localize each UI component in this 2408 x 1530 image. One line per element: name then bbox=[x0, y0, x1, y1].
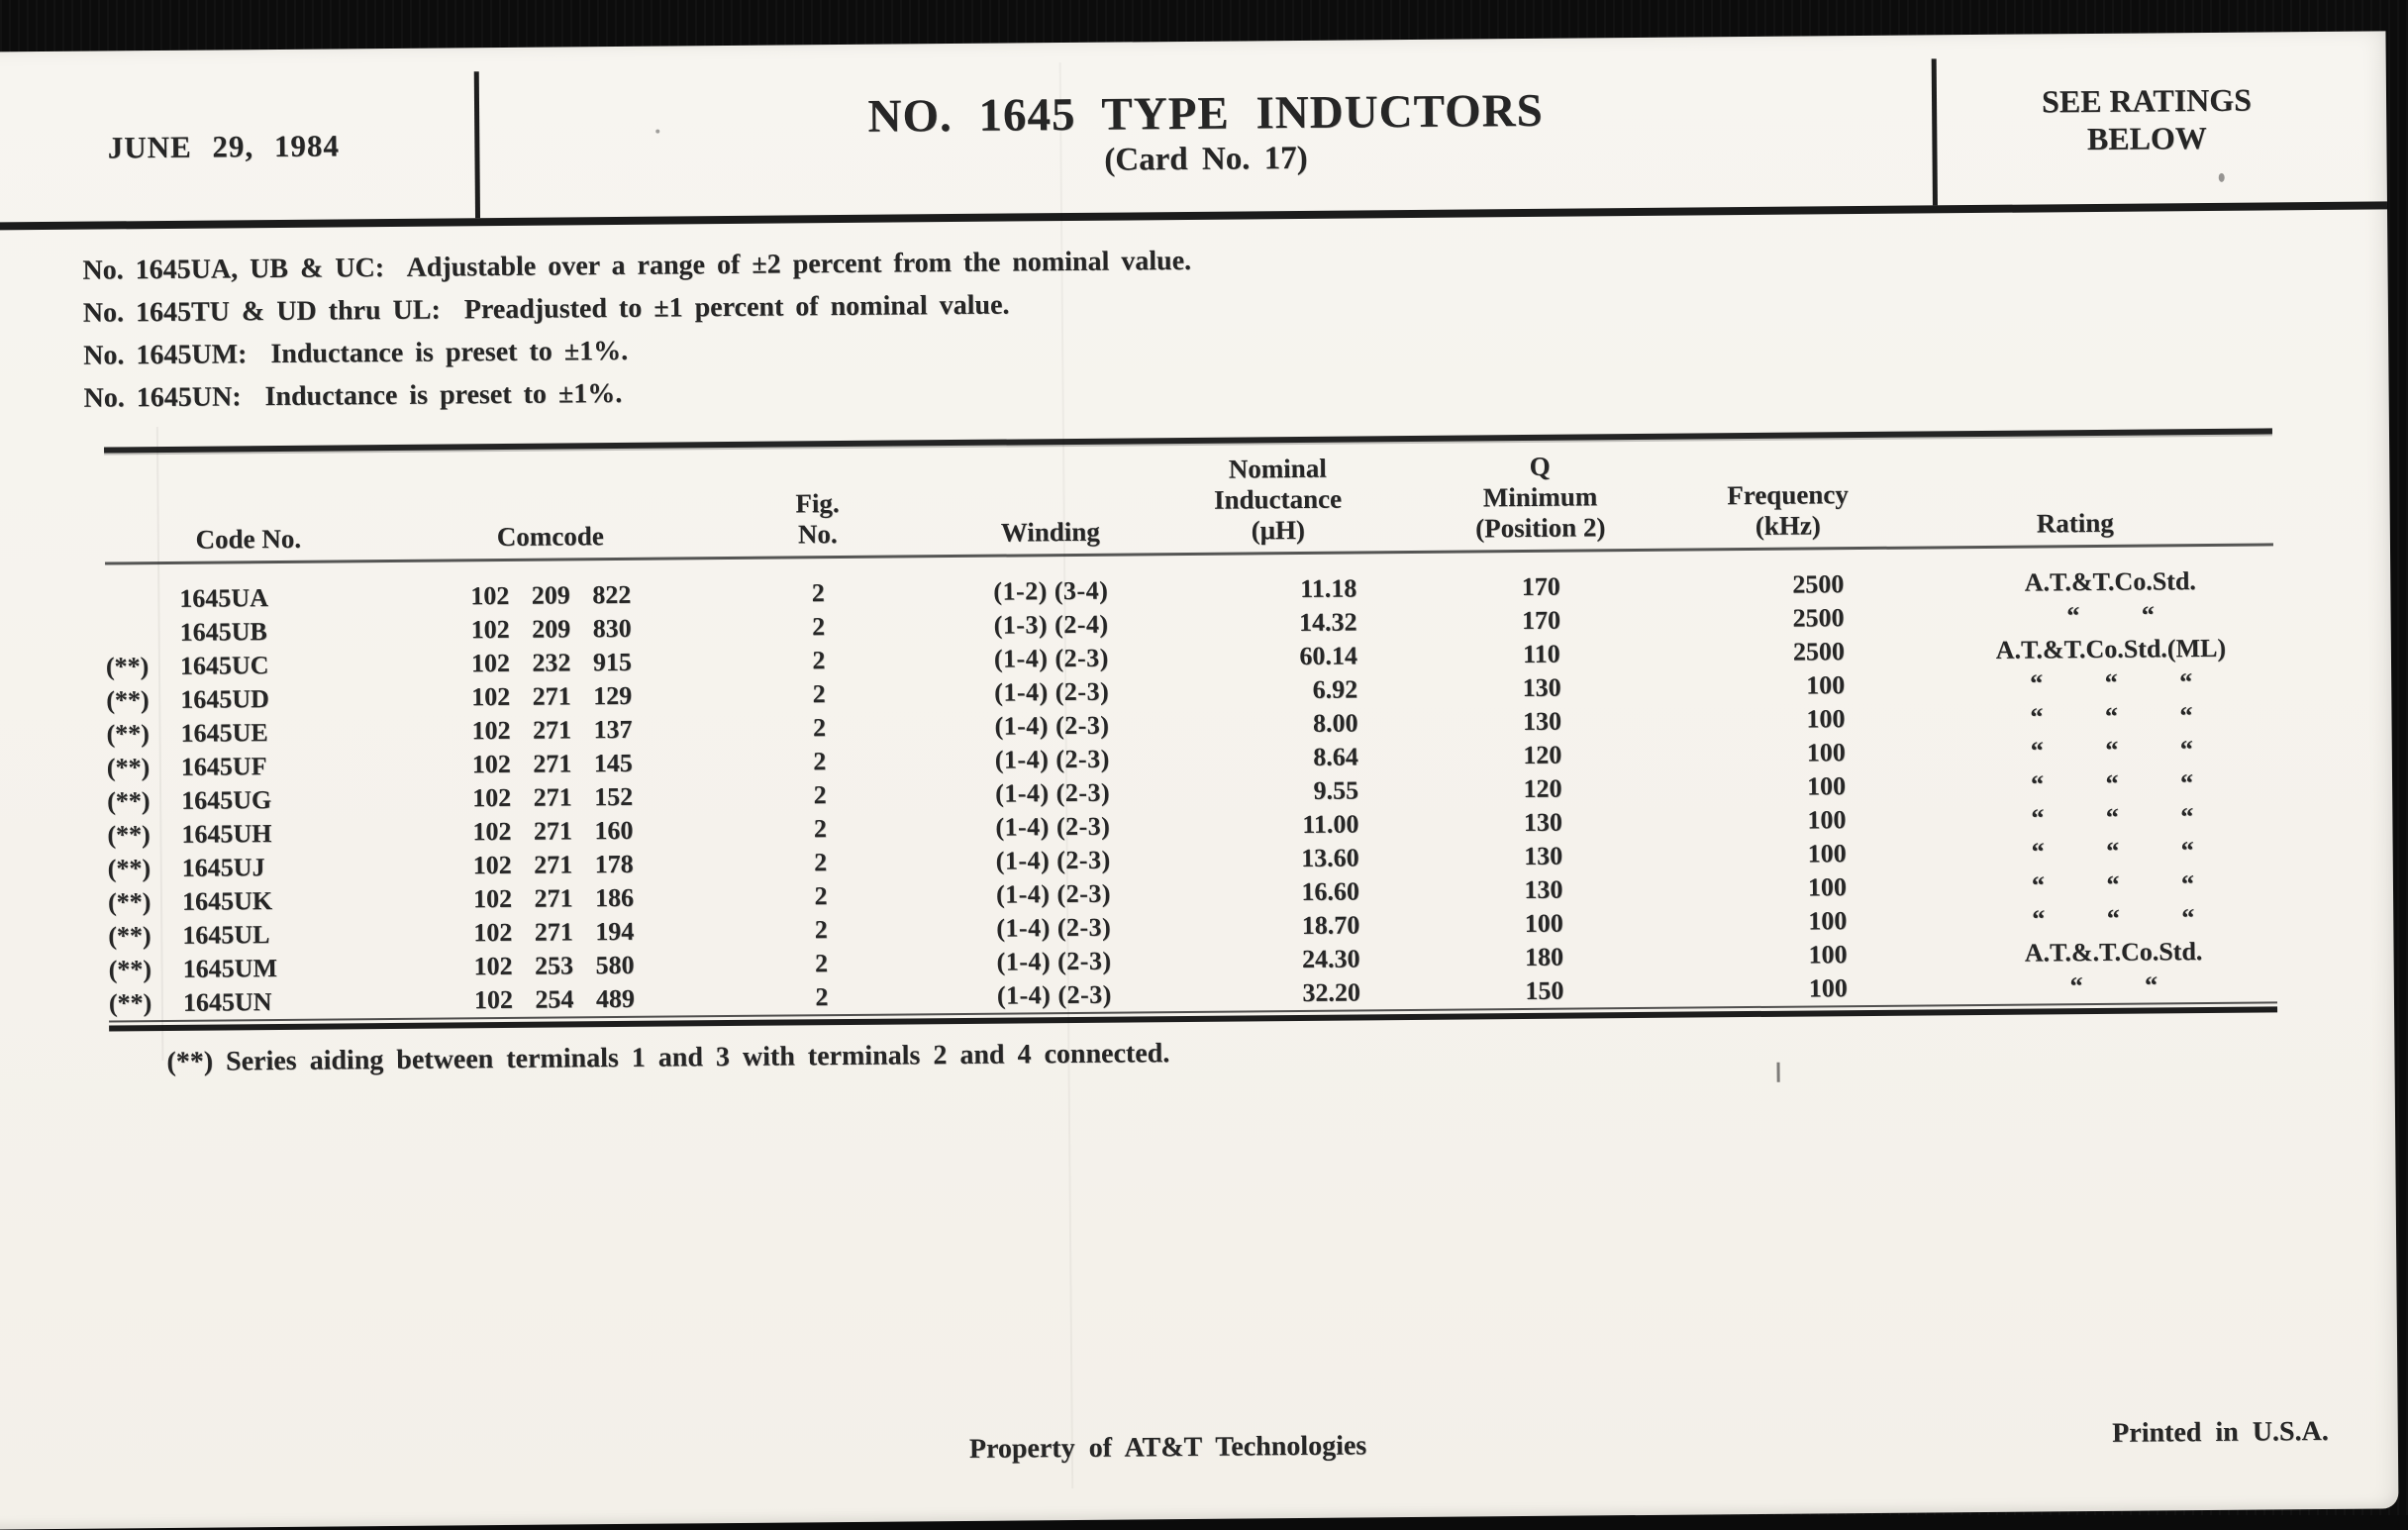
cell-winding: (1-4) (2-3) bbox=[929, 744, 1176, 775]
col-header-fig: Fig. No. bbox=[708, 487, 927, 557]
cell-winding: (1-3) (2-4) bbox=[928, 609, 1175, 641]
cell-frequency: 100 bbox=[1701, 805, 1879, 837]
cell-comcode: 102 271 145 bbox=[394, 748, 711, 780]
code-no-value: 1645UG bbox=[181, 785, 271, 816]
inductor-table bbox=[104, 428, 2277, 1078]
cell-inductance: 9.55 bbox=[1176, 775, 1384, 807]
cell-comcode: 102 254 489 bbox=[396, 983, 713, 1016]
cell-fig-no: 2 bbox=[711, 779, 929, 811]
col-header-frequency: Frequency (kHz) bbox=[1698, 479, 1877, 549]
note-line: No. 1645UN: Inductance is preset to ±1%. bbox=[83, 367, 1192, 420]
series-aiding-marker: (**) bbox=[108, 921, 182, 952]
cell-fig-no: 2 bbox=[712, 880, 930, 912]
code-no-value: 1645UD bbox=[180, 684, 269, 715]
cell-comcode: 102 271 152 bbox=[394, 781, 711, 814]
cell-q-minimum: 130 bbox=[1385, 840, 1702, 872]
cell-winding: (1-4) (2-3) bbox=[928, 676, 1175, 708]
cell-code-no bbox=[106, 717, 393, 750]
series-aiding-marker: (**) bbox=[108, 955, 182, 985]
property-notice: Property of AT&T Technologies bbox=[969, 1430, 1367, 1466]
masthead bbox=[0, 54, 2387, 222]
col-header-q-minimum: Q Minimum (Position 2) bbox=[1381, 450, 1699, 551]
cell-code-no bbox=[107, 784, 394, 817]
cell-fig-no: 2 bbox=[711, 746, 929, 777]
cell-winding: (1-4) (2-3) bbox=[929, 777, 1176, 809]
cell-inductance: 16.60 bbox=[1177, 876, 1385, 908]
scan-speck bbox=[1777, 1063, 1780, 1082]
cell-q-minimum: 120 bbox=[1384, 739, 1701, 771]
cell-winding: (1-4) (2-3) bbox=[930, 878, 1177, 910]
series-aiding-marker: (**) bbox=[107, 753, 181, 783]
col-header-rating: Rating bbox=[1877, 506, 2273, 546]
printed-in-notice: Printed in U.S.A. bbox=[2112, 1416, 2329, 1450]
cell-winding: (1-4) (2-3) bbox=[929, 811, 1176, 843]
cell-q-minimum: 130 bbox=[1383, 705, 1700, 738]
note-line: No. 1645UA, UB & UC: Adjustable over a range of ±2 percent from the nominal value. bbox=[82, 240, 1191, 292]
cell-q-minimum: 170 bbox=[1382, 570, 1699, 603]
cell-comcode: 102 253 580 bbox=[395, 950, 712, 982]
note-line: No. 1645TU & UD thru UL: Preadjusted to ±1 percent of nominal value. bbox=[83, 282, 1192, 335]
issue-date: JUNE 29, 1984 bbox=[108, 128, 341, 165]
cell-rating: “ “ “ bbox=[1879, 767, 2275, 800]
series-aiding-marker: (**) bbox=[107, 786, 181, 817]
cell-code-no bbox=[105, 582, 392, 615]
cell-winding: (1-4) (2-3) bbox=[931, 979, 1178, 1011]
cell-rating: “ “ “ bbox=[1878, 700, 2274, 733]
cell-code-no bbox=[107, 818, 394, 851]
page-title: NO. 1645 TYPE INDUCTORS bbox=[867, 85, 1544, 143]
cell-fig-no: 2 bbox=[709, 577, 927, 609]
cell-frequency: 100 bbox=[1701, 771, 1879, 803]
cell-inductance: 6.92 bbox=[1175, 674, 1383, 706]
code-no-value: 1645UJ bbox=[182, 853, 265, 883]
code-no-value: 1645UK bbox=[182, 886, 272, 917]
masthead-date-cell bbox=[0, 71, 480, 222]
cell-code-no bbox=[109, 986, 396, 1019]
cell-inductance: 13.60 bbox=[1177, 843, 1385, 874]
document-page bbox=[0, 31, 2398, 1529]
cell-code-no bbox=[108, 885, 395, 918]
cell-comcode: 102 271 137 bbox=[393, 714, 710, 747]
cell-fig-no: 2 bbox=[712, 948, 930, 979]
cell-frequency: 2500 bbox=[1699, 569, 1877, 601]
card-number: (Card No. 17) bbox=[1104, 139, 1308, 180]
cell-q-minimum: 150 bbox=[1386, 974, 1703, 1007]
cell-inductance: 60.14 bbox=[1175, 641, 1383, 672]
cell-comcode: 102 209 830 bbox=[393, 613, 710, 646]
cell-q-minimum: 110 bbox=[1383, 638, 1700, 670]
cell-q-minimum: 100 bbox=[1385, 907, 1702, 940]
col-header-comcode: Comcode bbox=[392, 520, 709, 560]
cell-fig-no: 2 bbox=[713, 981, 931, 1013]
code-no-value: 1645UM bbox=[182, 954, 277, 984]
cell-code-no bbox=[106, 616, 393, 649]
cell-inductance: 8.00 bbox=[1175, 708, 1383, 740]
code-no-value: 1645UN bbox=[183, 987, 272, 1018]
cell-rating: “ “ “ bbox=[1880, 835, 2276, 867]
cell-frequency: 100 bbox=[1701, 738, 1879, 769]
cell-fig-no: 2 bbox=[712, 914, 930, 946]
cell-rating: “ “ bbox=[1877, 599, 2273, 632]
table-footnote: (**) Series aiding between terminals 1 and 3 with terminals 2 and 4 connected. bbox=[166, 1028, 2277, 1078]
cell-rating: A.T.&T.Co.Std.(ML) bbox=[1878, 633, 2274, 665]
cell-q-minimum: 130 bbox=[1383, 671, 1700, 704]
cell-fig-no: 2 bbox=[710, 645, 928, 676]
cell-frequency: 100 bbox=[1700, 670, 1878, 702]
cell-q-minimum: 130 bbox=[1384, 806, 1701, 839]
cell-rating: “ “ “ bbox=[1880, 902, 2276, 935]
cell-frequency: 100 bbox=[1702, 839, 1880, 870]
code-no-value: 1645UL bbox=[182, 920, 269, 951]
cell-comcode: 102 232 915 bbox=[393, 647, 710, 679]
cell-q-minimum: 180 bbox=[1385, 941, 1702, 973]
cell-fig-no: 2 bbox=[710, 712, 928, 744]
cell-fig-no: 2 bbox=[710, 611, 928, 643]
scan-speck bbox=[2219, 173, 2225, 182]
cell-comcode: 102 271 186 bbox=[395, 882, 712, 915]
cell-comcode: 102 271 178 bbox=[395, 849, 712, 881]
see-ratings-note-line2: BELOW bbox=[2087, 119, 2207, 157]
cell-code-no bbox=[107, 751, 394, 783]
cell-inductance: 11.18 bbox=[1174, 573, 1382, 605]
scan-speck bbox=[655, 130, 659, 134]
series-aiding-marker: (**) bbox=[106, 719, 180, 750]
cell-rating: “ “ bbox=[1881, 969, 2277, 1002]
cell-inductance: 32.20 bbox=[1178, 977, 1386, 1009]
cell-q-minimum: 170 bbox=[1382, 604, 1699, 637]
masthead-ratings-cell bbox=[1937, 54, 2387, 205]
cell-winding: (1-4) (2-3) bbox=[930, 845, 1177, 876]
cell-comcode: 102 271 194 bbox=[395, 916, 712, 949]
cell-q-minimum: 120 bbox=[1384, 772, 1701, 805]
cell-inductance: 24.30 bbox=[1177, 944, 1385, 975]
cell-comcode: 102 271 160 bbox=[394, 815, 711, 848]
cell-frequency: 2500 bbox=[1699, 603, 1877, 635]
code-no-value: 1645UA bbox=[179, 583, 268, 614]
cell-code-no bbox=[108, 852, 395, 884]
note-line: No. 1645UM: Inductance is preset to ±1%. bbox=[83, 325, 1192, 377]
cell-frequency: 100 bbox=[1703, 973, 1881, 1005]
cell-inductance: 14.32 bbox=[1174, 607, 1382, 639]
code-no-value: 1645UF bbox=[181, 752, 267, 782]
cell-code-no bbox=[108, 919, 395, 952]
cell-inductance: 11.00 bbox=[1176, 809, 1384, 841]
cell-comcode: 102 271 129 bbox=[393, 680, 710, 713]
cell-fig-no: 2 bbox=[710, 678, 928, 710]
code-no-value: 1645UB bbox=[180, 617, 267, 648]
cell-winding: (1-2) (3-4) bbox=[927, 575, 1174, 607]
table-header-row bbox=[104, 434, 2273, 561]
table-body bbox=[105, 563, 2277, 1020]
col-header-winding: Winding bbox=[927, 516, 1174, 555]
series-aiding-marker: (**) bbox=[108, 887, 182, 918]
col-header-code: Code No. bbox=[105, 523, 392, 562]
cell-winding: (1-4) (2-3) bbox=[928, 710, 1175, 742]
cell-code-no bbox=[106, 650, 393, 682]
code-no-value: 1645UH bbox=[181, 819, 271, 850]
series-aiding-marker: (**) bbox=[106, 685, 180, 716]
cell-rating: “ “ “ bbox=[1878, 666, 2274, 699]
cell-winding: (1-4) (2-3) bbox=[930, 912, 1177, 944]
series-aiding-marker: (**) bbox=[109, 988, 183, 1019]
cell-frequency: 2500 bbox=[1700, 637, 1878, 668]
cell-rating: A.T.&.T.Co.Std. bbox=[1880, 936, 2276, 969]
series-aiding-marker: (**) bbox=[106, 652, 180, 682]
product-notes bbox=[82, 240, 1192, 420]
masthead-title-cell bbox=[479, 58, 1938, 218]
cell-inductance: 18.70 bbox=[1177, 910, 1385, 942]
series-aiding-marker bbox=[106, 618, 180, 649]
cell-comcode: 102 209 822 bbox=[392, 579, 709, 612]
cell-inductance: 8.64 bbox=[1176, 742, 1384, 773]
cell-code-no bbox=[108, 953, 395, 985]
series-aiding-marker bbox=[105, 584, 179, 615]
code-no-value: 1645UE bbox=[180, 718, 267, 749]
cell-winding: (1-4) (2-3) bbox=[928, 643, 1175, 674]
cell-rating: A.T.&T.Co.Std. bbox=[1877, 565, 2273, 598]
cell-fig-no: 2 bbox=[711, 813, 929, 845]
cell-rating: “ “ “ bbox=[1879, 734, 2275, 766]
cell-code-no bbox=[106, 683, 393, 716]
cell-frequency: 100 bbox=[1702, 906, 1880, 938]
cell-rating: “ “ “ bbox=[1880, 868, 2276, 901]
code-no-value: 1645UC bbox=[180, 651, 269, 681]
cell-frequency: 100 bbox=[1702, 940, 1880, 971]
see-ratings-note-line1: SEE RATINGS bbox=[2042, 81, 2252, 121]
series-aiding-marker: (**) bbox=[108, 854, 182, 884]
cell-rating: “ “ “ bbox=[1879, 801, 2275, 834]
cell-frequency: 100 bbox=[1700, 704, 1878, 736]
cell-q-minimum: 130 bbox=[1385, 873, 1702, 906]
col-header-inductance: Nominal Inductance (μH) bbox=[1173, 453, 1382, 553]
cell-fig-no: 2 bbox=[712, 847, 930, 878]
cell-winding: (1-4) (2-3) bbox=[930, 946, 1177, 977]
series-aiding-marker: (**) bbox=[107, 820, 181, 851]
cell-frequency: 100 bbox=[1702, 872, 1880, 904]
